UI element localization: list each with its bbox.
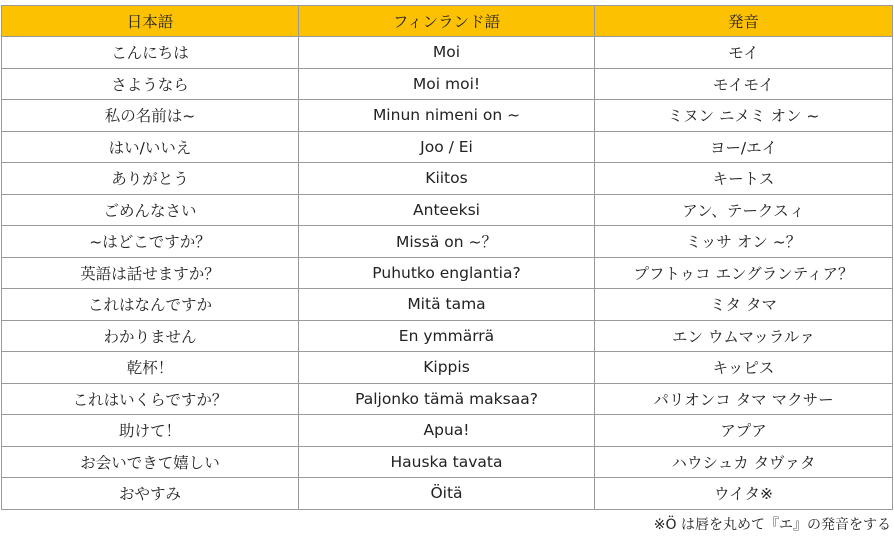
pronunciation-cell: ウイタ※ — [595, 478, 893, 510]
table-row — [2, 163, 893, 195]
finnish-cell: En ymmärrä — [299, 320, 595, 352]
japanese-cell: さようなら — [2, 68, 299, 100]
table-row — [2, 478, 893, 510]
finnish-cell: Apua! — [299, 415, 595, 447]
pronunciation-cell: ミヌン ニメミ オン ~ — [595, 100, 893, 132]
pronunciation-cell: キッピス — [595, 352, 893, 384]
japanese-cell: はい/いいえ — [2, 131, 299, 163]
japanese-cell: これはなんですか — [2, 289, 299, 321]
pronunciation-cell: モイ — [595, 37, 893, 69]
pronunciation-cell: プフトゥコ エングランティア？ — [595, 257, 893, 289]
table-row — [2, 352, 893, 384]
japanese-cell: わかりません — [2, 320, 299, 352]
japanese-cell: 乾杯！ — [2, 352, 299, 384]
finnish-cell: Anteeksi — [299, 194, 595, 226]
finnish-cell: Mitä tama — [299, 289, 595, 321]
finnish-cell: Kiitos — [299, 163, 595, 195]
finnish-cell: Joo / Ei — [299, 131, 595, 163]
pronunciation-cell: パリオンコ タマ マクサー — [595, 383, 893, 415]
finnish-cell: Missä on ~？ — [299, 226, 595, 258]
table-row — [2, 257, 893, 289]
japanese-cell: おやすみ — [2, 478, 299, 510]
table-header-row — [2, 6, 893, 37]
japanese-cell: お会いできて嬉しい — [2, 446, 299, 478]
pronunciation-note: ※Ö は唇を丸めて『エ』の発音をする — [653, 517, 891, 533]
header-finnish: フィンランド語 — [299, 6, 595, 37]
finnish-cell: Kippis — [299, 352, 595, 384]
pronunciation-cell: モイモイ — [595, 68, 893, 100]
table-body — [2, 37, 893, 510]
japanese-cell: 助けて！ — [2, 415, 299, 447]
table-row — [2, 383, 893, 415]
pronunciation-cell: ハウシュカ タヴァタ — [595, 446, 893, 478]
pronunciation-cell: ミタ タマ — [595, 289, 893, 321]
finnish-cell: Paljonko tämä maksaa? — [299, 383, 595, 415]
japanese-cell: ありがとう — [2, 163, 299, 195]
japanese-cell: こんにちは — [2, 37, 299, 69]
table-row — [2, 194, 893, 226]
japanese-cell: 英語は話せますか？ — [2, 257, 299, 289]
phrase-table — [1, 5, 893, 510]
finnish-cell: Puhutko englantia? — [299, 257, 595, 289]
header-pronunciation: 発音 — [595, 6, 893, 37]
japanese-cell: ごめんなさい — [2, 194, 299, 226]
table-row — [2, 415, 893, 447]
table-row — [2, 289, 893, 321]
header-japanese: 日本語 — [2, 6, 299, 37]
pronunciation-cell: ミッサ オン ~？ — [595, 226, 893, 258]
finnish-cell: Moi moi! — [299, 68, 595, 100]
japanese-cell: これはいくらですか？ — [2, 383, 299, 415]
finnish-cell: Öitä — [299, 478, 595, 510]
japanese-cell: ~はどこですか？ — [2, 226, 299, 258]
table-row — [2, 131, 893, 163]
pronunciation-cell: アン、テークスィ — [595, 194, 893, 226]
pronunciation-cell: ヨー/エイ — [595, 131, 893, 163]
finnish-cell: Minun nimeni on ~ — [299, 100, 595, 132]
table-row — [2, 446, 893, 478]
table-row — [2, 320, 893, 352]
pronunciation-cell: キートス — [595, 163, 893, 195]
table-row — [2, 37, 893, 69]
table-row — [2, 226, 893, 258]
japanese-cell: 私の名前は~ — [2, 100, 299, 132]
pronunciation-cell: アプア — [595, 415, 893, 447]
finnish-cell: Moi — [299, 37, 595, 69]
table-row — [2, 68, 893, 100]
pronunciation-cell: エン ウムマッラルァ — [595, 320, 893, 352]
table-row — [2, 100, 893, 132]
finnish-cell: Hauska tavata — [299, 446, 595, 478]
